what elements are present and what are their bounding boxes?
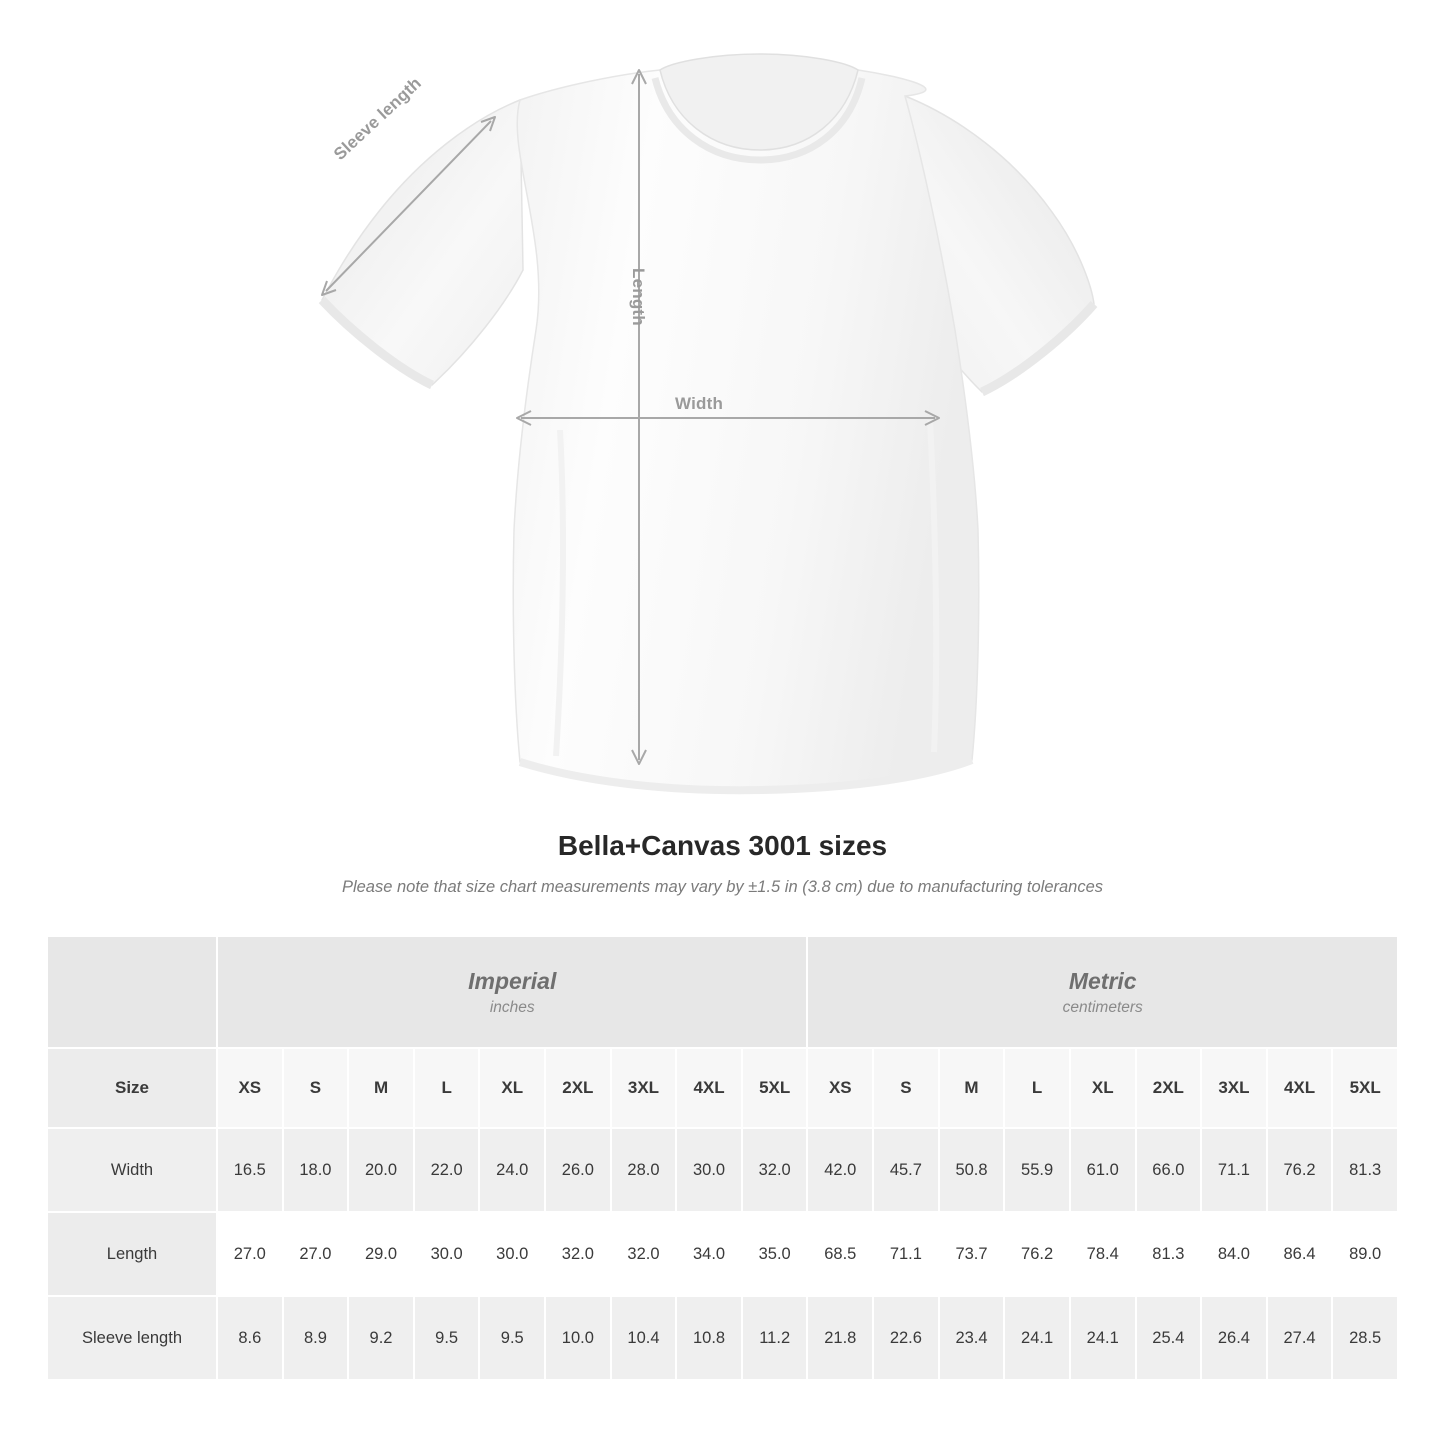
header-size-met-2xl: 2XL	[1136, 1048, 1202, 1128]
header-size-imp-3xl: 3XL	[611, 1048, 677, 1128]
unit-group-metric-system: Metric	[1068, 968, 1137, 995]
header-size-met-3xl: 3XL	[1201, 1048, 1267, 1128]
header-size-met-4xl: 4XL	[1267, 1048, 1333, 1128]
cell-length-met-xs: 68.5	[807, 1212, 873, 1296]
header-size-met-s: S	[873, 1048, 939, 1128]
cell-sleeve-imp-s: 8.9	[283, 1296, 349, 1380]
cell-length-met-s: 71.1	[873, 1212, 939, 1296]
cell-length-imp-xs: 27.0	[217, 1212, 283, 1296]
cell-sleeve-met-xs: 21.8	[807, 1296, 873, 1380]
cell-sleeve-imp-2xl: 10.0	[545, 1296, 611, 1380]
header-size-met-m: M	[939, 1048, 1005, 1128]
cell-length-met-l: 76.2	[1004, 1212, 1070, 1296]
cell-width-met-m: 50.8	[939, 1128, 1005, 1212]
row-label-sleeve-length: Sleeve length	[47, 1296, 217, 1380]
cell-sleeve-imp-xs: 8.6	[217, 1296, 283, 1380]
cell-length-met-xl: 78.4	[1070, 1212, 1136, 1296]
header-size-met-5xl: 5XL	[1332, 1048, 1398, 1128]
table-row	[47, 1212, 1398, 1296]
header-size-label: Size	[47, 1048, 217, 1128]
cell-sleeve-imp-m: 9.2	[348, 1296, 414, 1380]
width-annotation: Width	[675, 394, 724, 413]
cell-length-imp-5xl: 35.0	[742, 1212, 808, 1296]
unit-group-imperial-unit: inches	[489, 998, 535, 1016]
cell-length-met-m: 73.7	[939, 1212, 1005, 1296]
cell-width-imp-s: 18.0	[283, 1128, 349, 1212]
size-table	[46, 935, 1399, 1381]
cell-sleeve-met-5xl: 28.5	[1332, 1296, 1398, 1380]
cell-length-imp-4xl: 34.0	[676, 1212, 742, 1296]
header-size-met-l: L	[1004, 1048, 1070, 1128]
cell-width-imp-2xl: 26.0	[545, 1128, 611, 1212]
cell-sleeve-imp-3xl: 10.4	[611, 1296, 677, 1380]
header-size-imp-xl: XL	[479, 1048, 545, 1128]
header-size-imp-5xl: 5XL	[742, 1048, 808, 1128]
cell-sleeve-met-2xl: 25.4	[1136, 1296, 1202, 1380]
size-table-wrapper	[46, 935, 1399, 1381]
cell-length-met-2xl: 81.3	[1136, 1212, 1202, 1296]
cell-length-met-4xl: 86.4	[1267, 1212, 1333, 1296]
cell-sleeve-met-s: 22.6	[873, 1296, 939, 1380]
cell-sleeve-met-4xl: 27.4	[1267, 1296, 1333, 1380]
unit-group-metric-unit: centimeters	[1062, 998, 1143, 1016]
header-size-imp-4xl: 4XL	[676, 1048, 742, 1128]
unit-row-spacer	[47, 936, 217, 1048]
cell-width-imp-5xl: 32.0	[742, 1128, 808, 1212]
header-size-imp-l: L	[414, 1048, 480, 1128]
header-size-imp-m: M	[348, 1048, 414, 1128]
cell-length-met-3xl: 84.0	[1201, 1212, 1267, 1296]
cell-sleeve-imp-4xl: 10.8	[676, 1296, 742, 1380]
cell-width-met-3xl: 71.1	[1201, 1128, 1267, 1212]
table-header-row	[47, 1048, 1398, 1128]
header-size-met-xs: XS	[807, 1048, 873, 1128]
tolerance-note: Please note that size chart measurements may vary by ±1.5 in (3.8 cm) due to manufacturing tolerances	[341, 878, 1104, 896]
cell-width-met-4xl: 76.2	[1267, 1128, 1333, 1212]
cell-width-met-xs: 42.0	[807, 1128, 873, 1212]
cell-width-met-2xl: 66.0	[1136, 1128, 1202, 1212]
cell-length-imp-3xl: 32.0	[611, 1212, 677, 1296]
cell-width-imp-m: 20.0	[348, 1128, 414, 1212]
cell-sleeve-met-m: 23.4	[939, 1296, 1005, 1380]
header-size-met-xl: XL	[1070, 1048, 1136, 1128]
unit-group-imperial-system: Imperial	[468, 968, 557, 995]
cell-sleeve-met-l: 24.1	[1004, 1296, 1070, 1380]
cell-sleeve-imp-l: 9.5	[414, 1296, 480, 1380]
cell-width-met-5xl: 81.3	[1332, 1128, 1398, 1212]
cell-length-met-5xl: 89.0	[1332, 1212, 1398, 1296]
row-label-width: Width	[47, 1128, 217, 1212]
unit-system-row	[47, 936, 1398, 1048]
header-size-imp-xs: XS	[217, 1048, 283, 1128]
cell-length-imp-xl: 30.0	[479, 1212, 545, 1296]
page-title: Bella+Canvas 3001 sizes	[557, 830, 888, 861]
cell-width-met-l: 55.9	[1004, 1128, 1070, 1212]
cell-sleeve-met-xl: 24.1	[1070, 1296, 1136, 1380]
cell-width-imp-xs: 16.5	[217, 1128, 283, 1212]
cell-sleeve-imp-5xl: 11.2	[742, 1296, 808, 1380]
header-size-imp-s: S	[283, 1048, 349, 1128]
row-label-length: Length	[47, 1212, 217, 1296]
table-row	[47, 1296, 1398, 1380]
unit-group-imperial	[217, 936, 807, 1048]
cell-width-imp-3xl: 28.0	[611, 1128, 677, 1212]
cell-width-met-s: 45.7	[873, 1128, 939, 1212]
cell-width-imp-l: 22.0	[414, 1128, 480, 1212]
cell-length-imp-l: 30.0	[414, 1212, 480, 1296]
cell-length-imp-s: 27.0	[283, 1212, 349, 1296]
cell-width-met-xl: 61.0	[1070, 1128, 1136, 1212]
cell-length-imp-2xl: 32.0	[545, 1212, 611, 1296]
length-annotation: Length	[629, 268, 648, 326]
cell-length-imp-m: 29.0	[348, 1212, 414, 1296]
cell-width-imp-4xl: 30.0	[676, 1128, 742, 1212]
unit-group-metric	[807, 936, 1398, 1048]
cell-sleeve-imp-xl: 9.5	[479, 1296, 545, 1380]
tshirt-shape	[322, 54, 1094, 790]
sleeve-length-annotation: Sleeve length	[330, 73, 426, 164]
table-row	[47, 1128, 1398, 1212]
cell-sleeve-met-3xl: 26.4	[1201, 1296, 1267, 1380]
cell-width-imp-xl: 24.0	[479, 1128, 545, 1212]
header-size-imp-2xl: 2XL	[545, 1048, 611, 1128]
